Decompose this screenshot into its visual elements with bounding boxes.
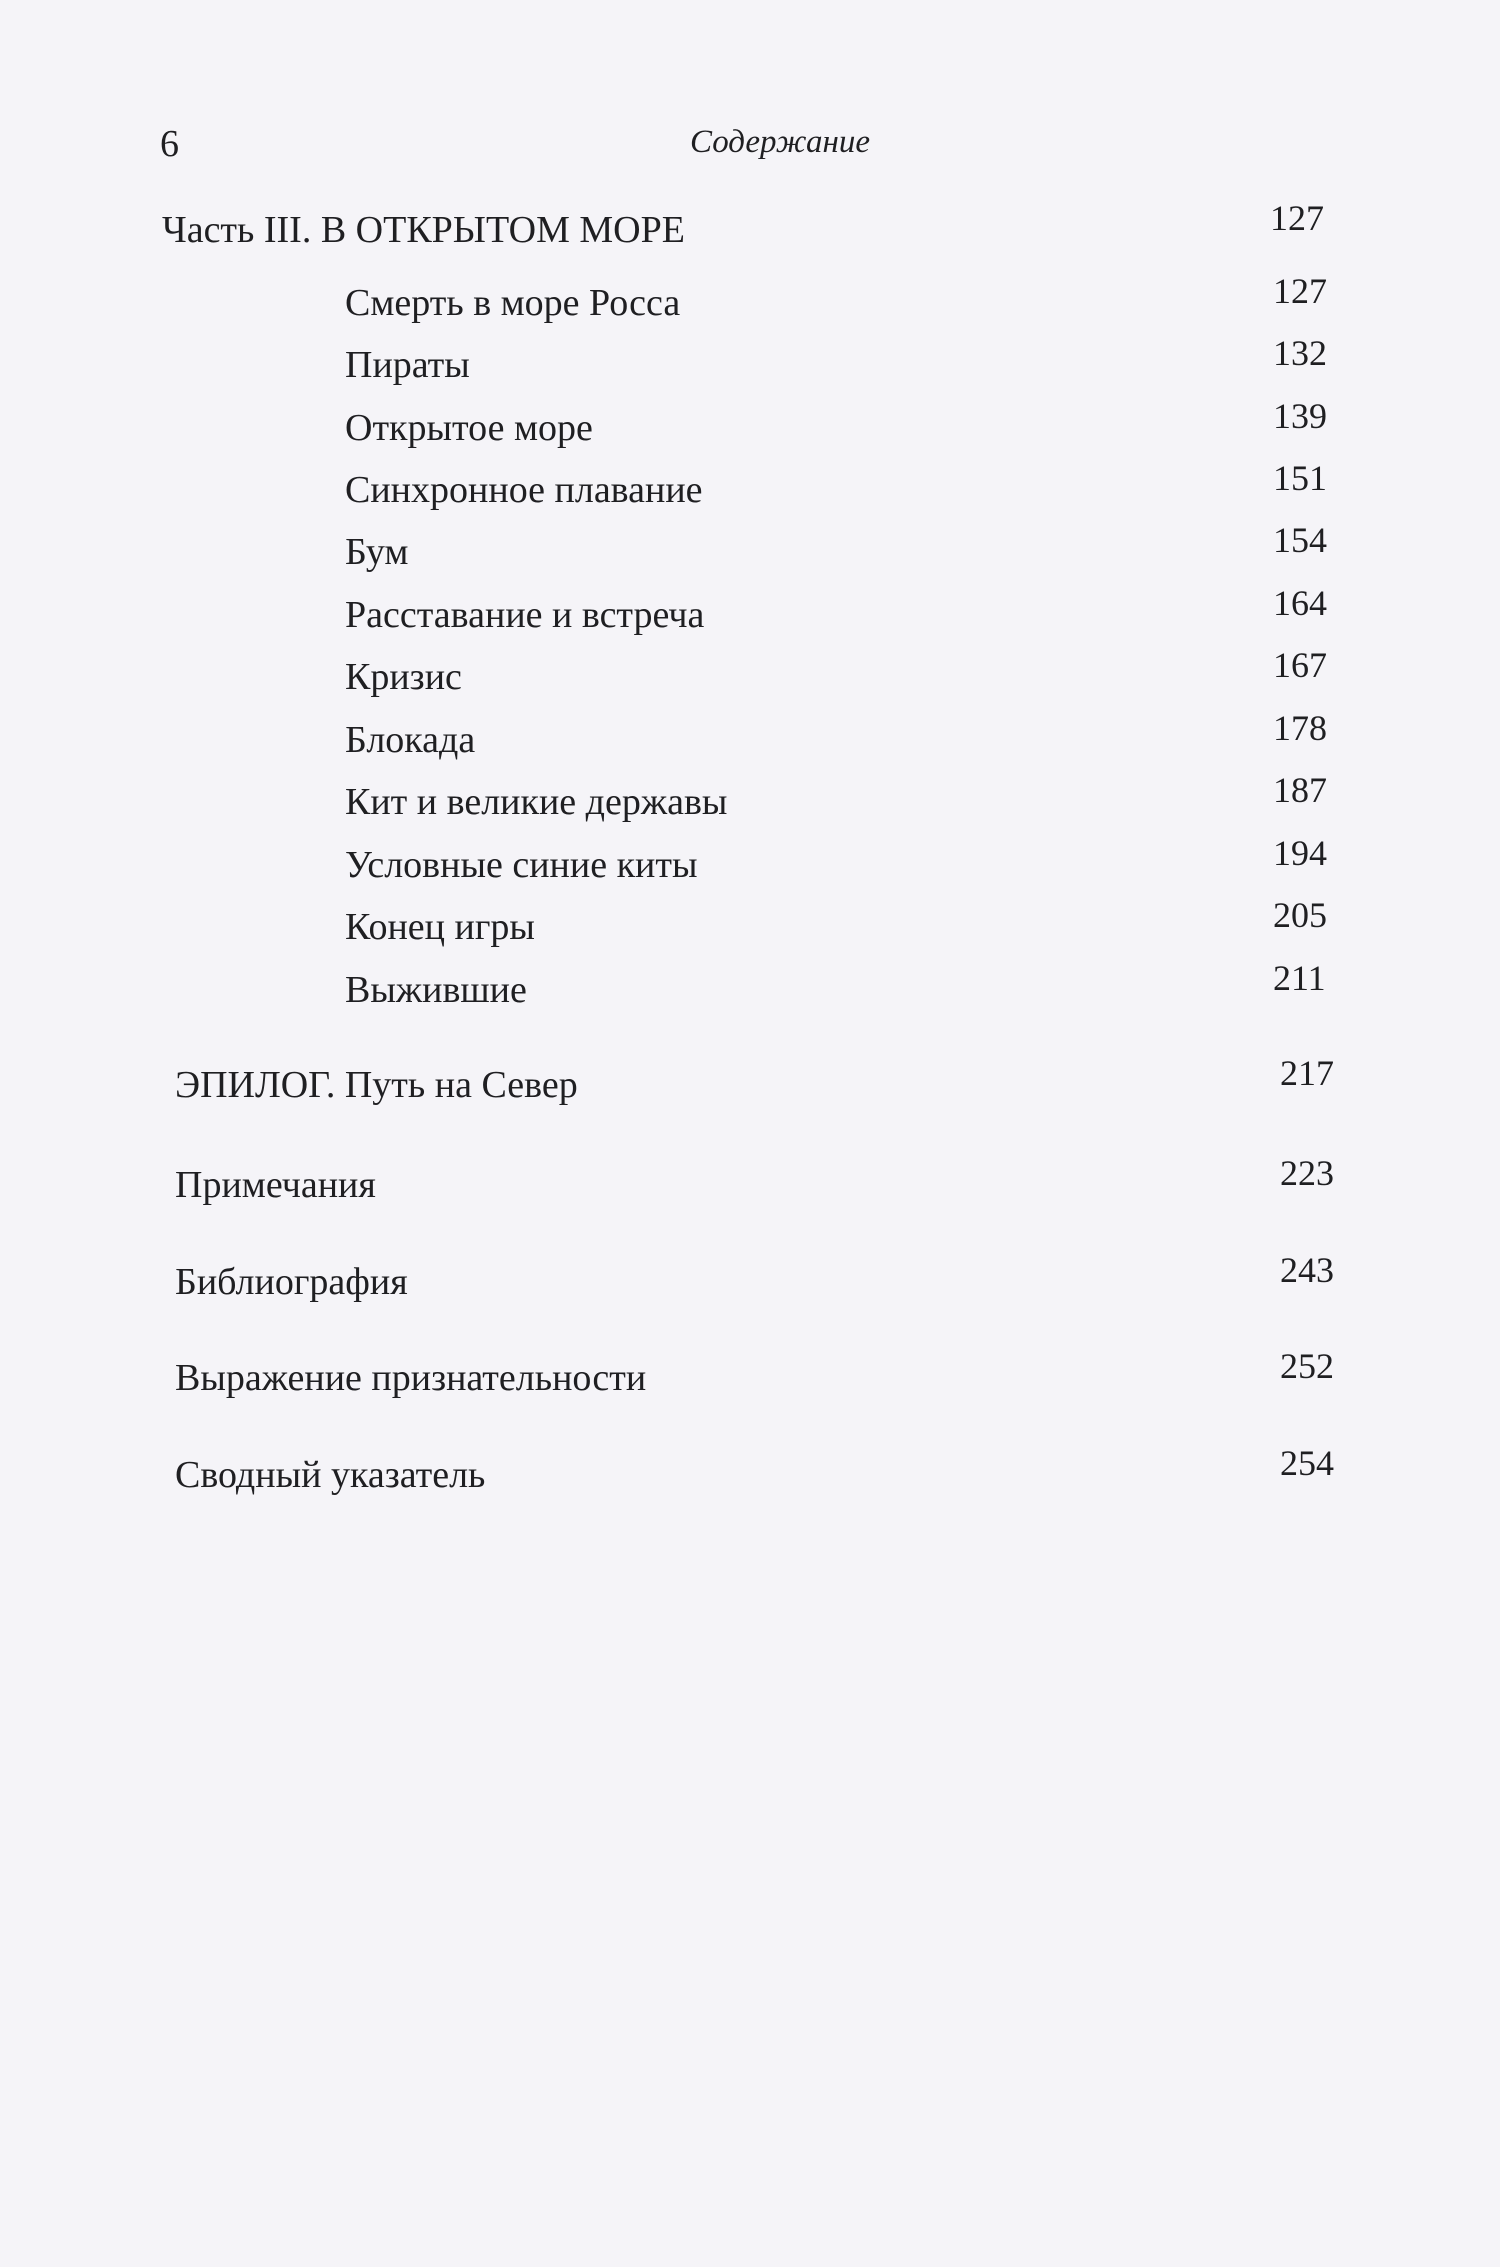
toc-chapter-entry [0,708,1500,765]
toc-entry-page: 178 [1273,708,1327,748]
toc-entry-title: Смерть в море Росса [345,282,681,324]
toc-chapter-entry [0,583,1500,640]
toc-chapter-entry [0,645,1500,702]
toc-entry-page: 139 [1273,396,1327,436]
toc-entry-page: 252 [1280,1346,1334,1386]
toc-entry-page: 194 [1273,833,1327,873]
toc-entry-title: Условные синие киты [345,844,698,886]
toc-chapter-entry [0,895,1500,952]
toc-entry-title: Открытое море [345,407,593,449]
toc-entry-page: 205 [1273,895,1327,935]
toc-entry-title: Блокада [345,719,476,761]
toc-chapter-entry [0,458,1500,515]
toc-entry-page: 151 [1273,458,1327,498]
toc-back-matter-entry [0,1346,1500,1403]
toc-back-matter-entry [0,1250,1500,1307]
toc-chapter-entry [0,333,1500,390]
toc-entry-page: 127 [1273,271,1327,311]
toc-entry-title: Кит и великие державы [345,781,728,823]
toc-entry-title: Часть III. В ОТКРЫТОМ МОРЕ [162,209,685,251]
toc-entry-page: 127 [1270,198,1324,238]
toc-entry-title: Конец игры [345,906,535,948]
toc-chapter-entry [0,271,1500,328]
toc-back-matter-entry [0,1153,1500,1210]
toc-entry-title: Сводный указатель [175,1454,486,1496]
toc-entry-title: Библиография [175,1261,408,1303]
toc-entry-title: Пираты [345,344,470,386]
toc-chapter-entry [0,396,1500,453]
toc-entry-page: 164 [1273,583,1327,623]
page-number: 6 [160,123,179,165]
toc-entry-title: Выражение признательности [175,1357,647,1399]
toc-back-matter-entry [0,1053,1500,1110]
toc-entry-page: 217 [1280,1053,1334,1093]
toc-part-entry [0,198,1500,255]
toc-entry-page: 243 [1280,1250,1334,1290]
toc-entry-title: Кризис [345,656,462,698]
toc-entry-title: Бум [345,531,409,573]
toc-entry-page: 211 [1273,958,1326,998]
toc-chapter-entry [0,770,1500,827]
toc-entry-page: 167 [1273,645,1327,685]
toc-entry-page: 154 [1273,520,1327,560]
running-head-title: Содержание [690,124,871,160]
toc-entry-page: 187 [1273,770,1327,810]
toc-entry-page: 254 [1280,1443,1334,1483]
toc-entry-title: Выжившие [345,969,527,1011]
toc-entry-title: Синхронное плавание [345,469,703,511]
toc-chapter-entry [0,833,1500,890]
toc-entry-page: 132 [1273,333,1327,373]
toc-chapter-entry [0,520,1500,577]
toc-entry-title: Примечания [175,1164,376,1206]
toc-entry-title: ЭПИЛОГ. Путь на Север [175,1064,578,1106]
toc-entry-title: Расставание и встреча [345,594,705,636]
toc-chapter-entry [0,958,1500,1015]
toc-back-matter-entry [0,1443,1500,1500]
toc-entry-page: 223 [1280,1153,1334,1193]
